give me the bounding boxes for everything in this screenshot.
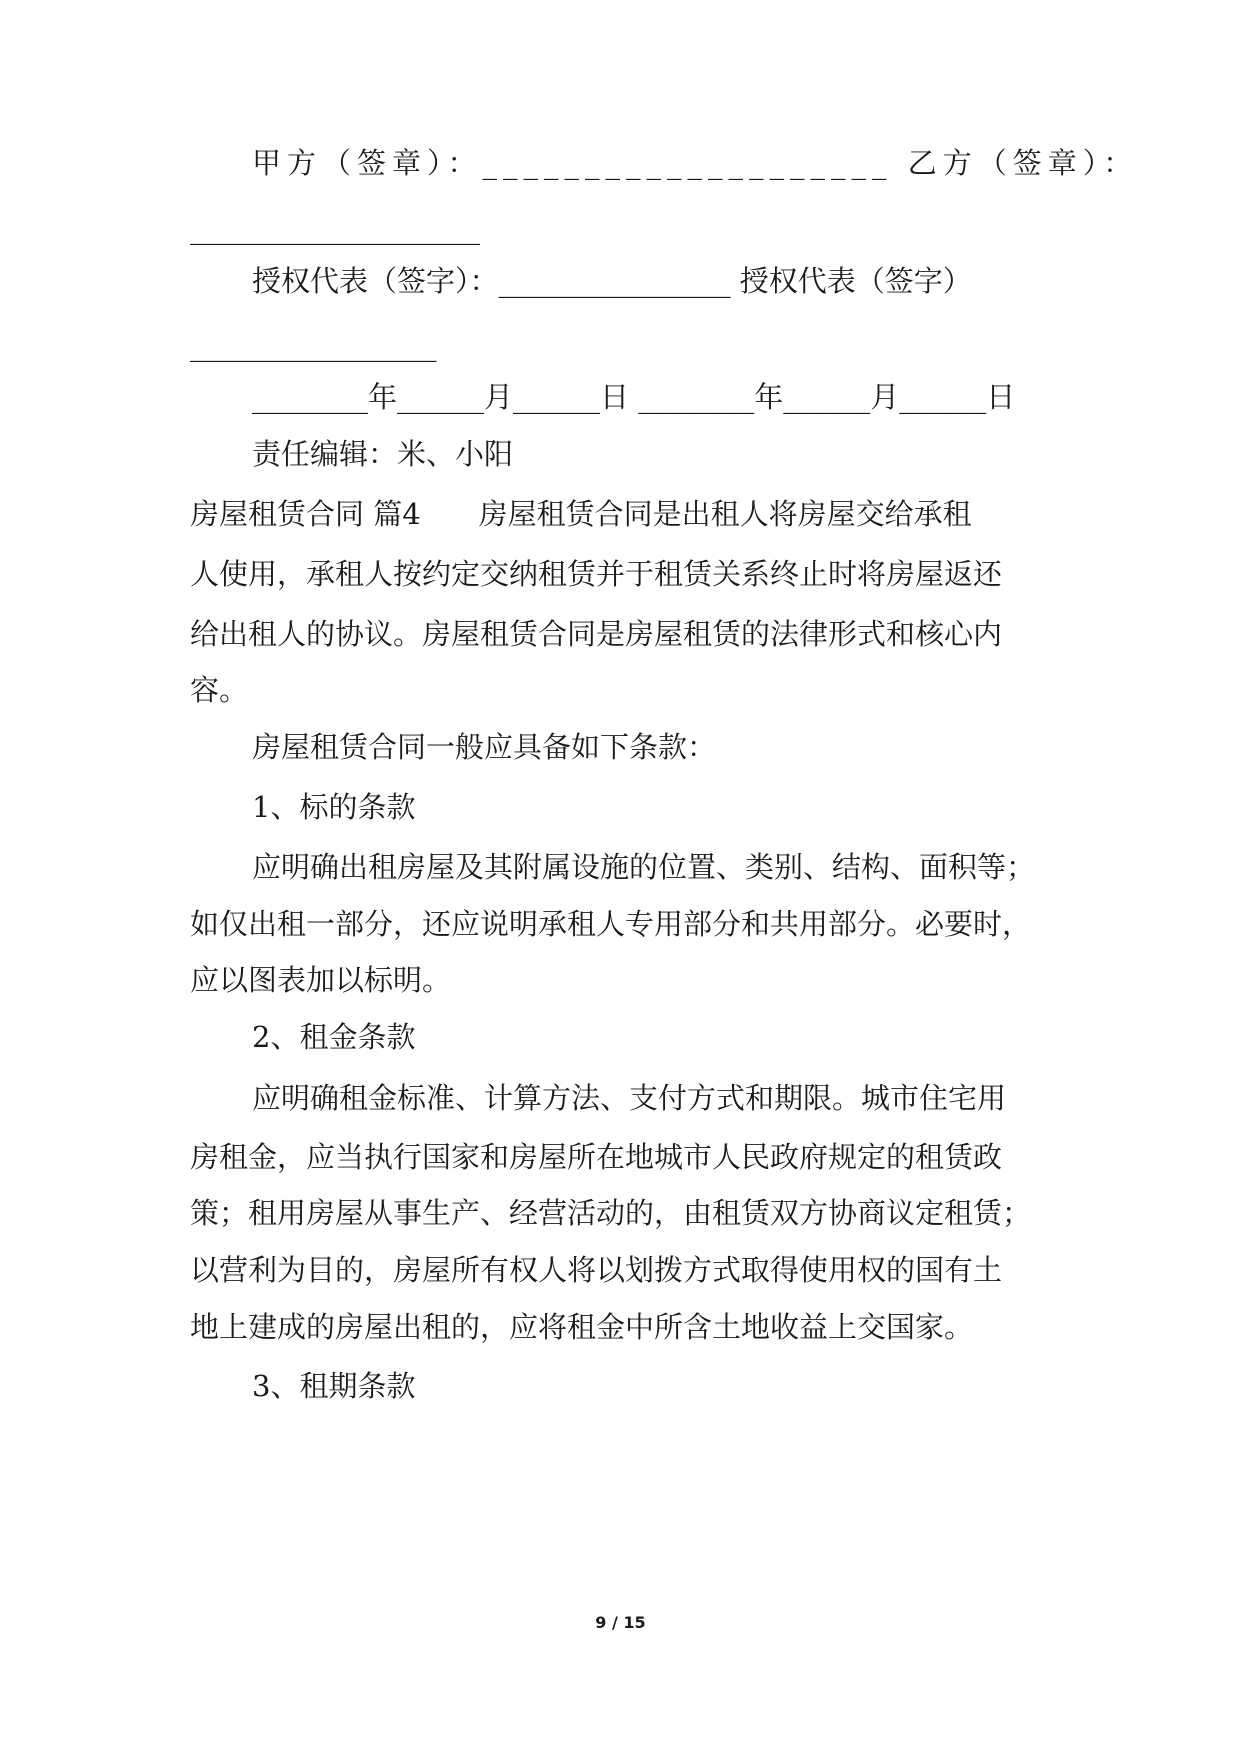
signature-line-seal: 甲方（签章）：____________________ 乙方（签章）： (252, 146, 1139, 180)
paragraph-line: 策；租用房屋从事生产、经营活动的，由租赁双方协商议定租赁； (190, 1196, 1032, 1230)
date-line: ________年______月______日 ________年______月______日 (252, 380, 1016, 414)
clause-heading: 2、租金条款 (252, 1020, 416, 1054)
clause-heading: 3、租期条款 (252, 1369, 416, 1403)
paragraph-line: 应明确租金标准、计算方法、支付方式和期限。城市住宅用 (252, 1081, 1007, 1115)
authorized-representative-line: 授权代表（签字）：________________ 授权代表（签字） (252, 264, 972, 298)
representative-blank-line: _________________ (190, 328, 437, 362)
editor-line: 责任编辑：米、小阳 (252, 437, 514, 471)
paragraph-line: 如仅出租一部分，还应说明承租人专用部分和共用部分。必要时， (190, 907, 1032, 941)
paragraph-line: 房租金，应当执行国家和房屋所在地城市人民政府规定的租赁政 (190, 1140, 1003, 1174)
signature-blank-line: ____________________ (190, 211, 480, 245)
paragraph-line: 以营利为目的，房屋所有权人将以划拨方式取得使用权的国有土 (190, 1253, 1003, 1287)
paragraph-line: 房屋租赁合同 篇4 房屋租赁合同是出租人将房屋交给承租 (190, 497, 972, 531)
clause-heading: 1、标的条款 (252, 790, 416, 824)
paragraph-line: 应明确出租房屋及其附属设施的位置、类别、结构、面积等； (252, 850, 1036, 884)
clauses-intro: 房屋租赁合同一般应具备如下条款： (252, 730, 717, 764)
paragraph-line: 给出租人的协议。房屋租赁合同是房屋租赁的法律形式和核心内 (190, 617, 1003, 651)
paragraph-line: 人使用，承租人按约定交纳租赁并于租赁关系终止时将房屋返还 (190, 557, 1003, 591)
paragraph-line: 地上建成的房屋出租的，应将租金中所含土地收益上交国家。 (190, 1310, 974, 1344)
paragraph-line: 应以图表加以标明。 (190, 963, 452, 997)
paragraph-line: 容。 (190, 673, 249, 707)
page-number: 9 / 15 (595, 1613, 646, 1632)
